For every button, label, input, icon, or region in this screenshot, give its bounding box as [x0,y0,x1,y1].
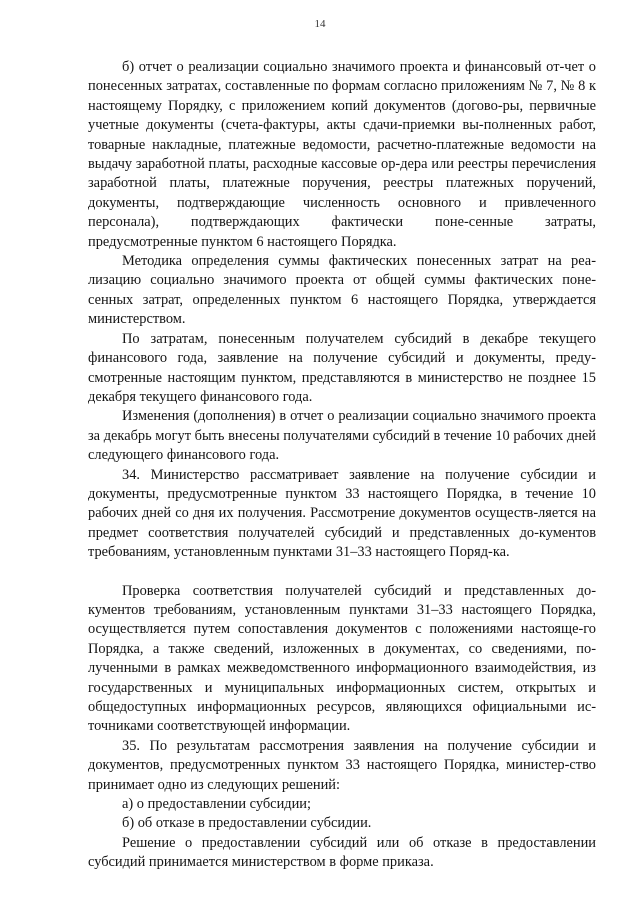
paragraph-compliance-check: Проверка соответствия получателей субсидий и представленных до-кументов требованиям, установленным пунктами 31–33 настоящего Порядка, осуществляется путем сопоставления документов с положениями настояще-го Порядка, а также сведений, изложенных в документах, со сведениями, по-лученными в рамках межведомственного информационного взаимодействия, из государственных и муниципальных информационных систем, открытых и общедоступных информационных ресурсов, являющихся официальными ис-точниками соответствующей информации. [88,582,596,735]
list-item-refuse-subsidy: б) об отказе в предоставлении субсидии. [122,815,372,832]
paragraph-cost-methodology: Методика определения суммы фактических понесенных затрат на реа-лизацию социально значимого проекта от общей суммы фактических поне-сенных затрат, определенных пунктом 6 настоящего Порядка, утверждается министерством. [88,253,596,328]
paragraph-report-amendments: Изменения (дополнения) в отчет о реализации социально значимого проекта за декабрь могут быть внесены получателями субсидий в течение 10 рабочих дней следующего финансового года. [88,408,596,464]
list-item-grant-subsidy: а) о предоставлении субсидии; [122,796,311,813]
page-number: 14 [314,18,326,30]
paragraph-item-34: 34. Министерство рассматривает заявление на получение субсидии и документы, предусмотренные пунктом 33 настоящего Порядка, в течение 10 рабочих дней со дня их получения. Рассмотрение документов осуществ-ляется на предмет соответствия получателей субсидий и представленных до-кументов требованиям, установленным пунктами 31–33 настоящего Поряд-ка. [88,466,596,561]
document-body [88,58,596,873]
paragraph-item-35: 35. По результатам рассмотрения заявления на получение субсидии и документов, предусмотренных пунктом 33 настоящего Порядка, министер-ство принимает одно из следующих решений: [88,737,596,793]
paragraph-report-documents: б) отчет о реализации социально значимого проекта и финансовый от-чет о понесенных затратах, составленные по формам согласно приложениям № 7, № 8 к настоящему Порядку, с приложением копий документов (догово-ры, первичные учетные документы (счета-фактуры, акты сдачи-приемки вы-полненных работ, товарные накладные, платежные ведомости, расчетно-платежные ведомости на выдачу заработной платы, расходные кассовые ор-дера или реестры перечисления заработной платы, платежные поручения, реестры платежных поручений, документы, подтверждающие численность основного и привлеченного персонала), подтверждающих фактически поне-сенные затраты, предусмотренные пунктом 6 настоящего Порядка. [88,59,596,250]
paragraph-decision-order: Решение о предоставлении субсидий или об отказе в предоставлении субсидий принимается министерством в форме приказа. [88,834,596,871]
paragraph-december-costs: По затратам, понесенным получателем субсидий в декабре текущего финансового года, заявление на получение субсидий и документы, преду-смотренные настоящим пунктом, представляются в министерство не позднее 15 декабря текущего финансового года. [88,330,596,405]
